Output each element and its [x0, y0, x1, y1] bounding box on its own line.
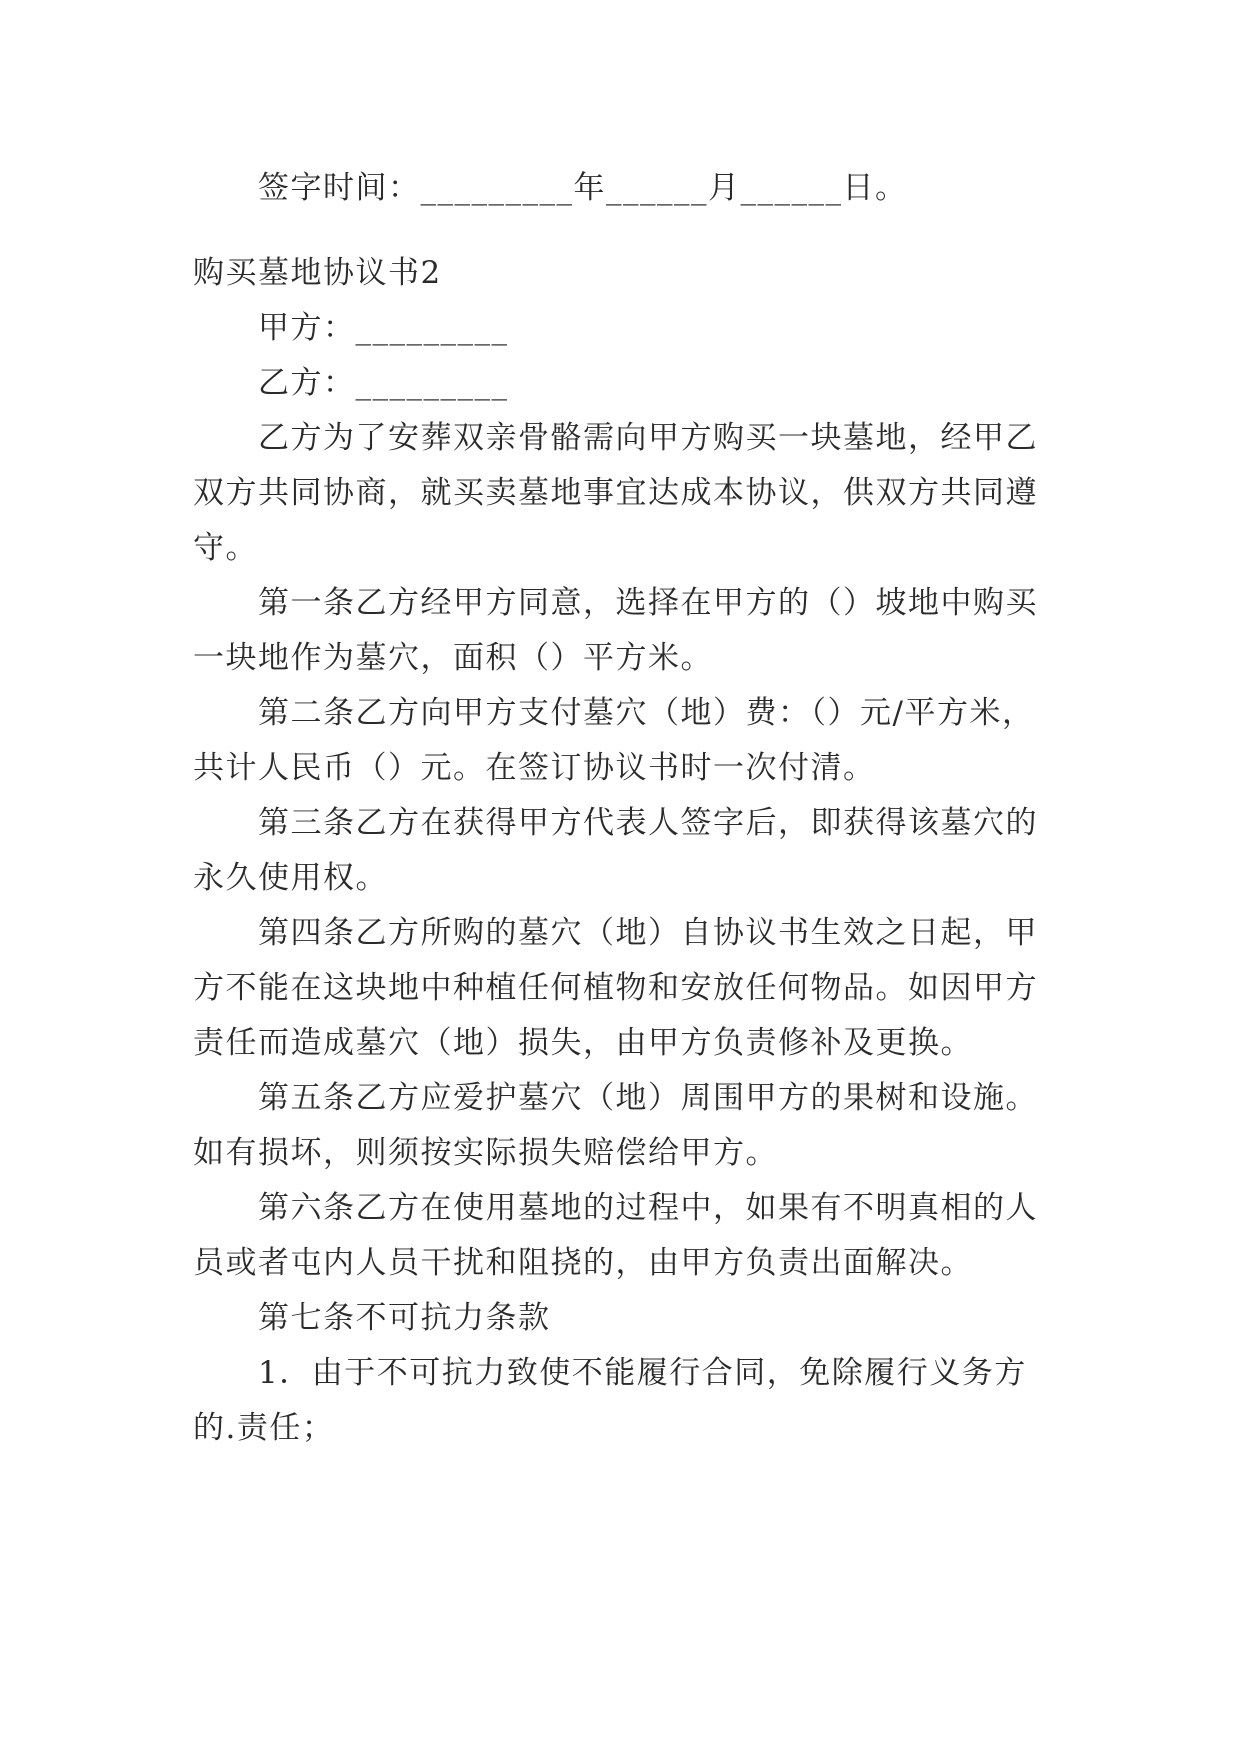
- article-5-line-1: 第五条乙方应爱护墓穴（地）周围甲方的果树和设施。: [258, 1080, 1038, 1116]
- article-2-line-1: 第二条乙方向甲方支付墓穴（地）费：（）元/平方米，: [258, 695, 1035, 731]
- article-7-item-1-line-1: 1．由于不可抗力致使不能履行合同，免除履行义务方: [258, 1355, 1027, 1391]
- article-7-heading: 第七条不可抗力条款: [258, 1300, 551, 1336]
- article-4-line-3: 责任而造成墓穴（地）损失，由甲方负责修补及更换。: [193, 1025, 973, 1061]
- article-3-line-2: 永久使用权。: [193, 860, 388, 896]
- preamble-line-1: 乙方为了安葬双亲骨骼需向甲方购买一块墓地，经甲乙: [258, 420, 1038, 456]
- article-4-line-2: 方不能在这块地中种植任何植物和安放任何物品。如因甲方: [193, 970, 1038, 1006]
- preamble-line-2: 双方共同协商，就买卖墓地事宜达成本协议，供双方共同遵: [193, 475, 1038, 511]
- article-7-item-1-line-2: 的.责任；: [193, 1410, 335, 1446]
- article-5-line-2: 如有损坏，则须按实际损失赔偿给甲方。: [193, 1135, 778, 1171]
- party-a-line: 甲方：_________: [258, 310, 509, 346]
- article-3-line-1: 第三条乙方在获得甲方代表人签字后，即获得该墓穴的: [258, 805, 1038, 841]
- article-1-line-1: 第一条乙方经甲方同意，选择在甲方的（）坡地中购买: [258, 585, 1038, 621]
- article-6-line-1: 第六条乙方在使用墓地的过程中，如果有不明真相的人: [258, 1190, 1038, 1226]
- signing-date-line: 签字时间：_________年______月______日。: [258, 170, 908, 206]
- article-1-line-2: 一块地作为墓穴，面积（）平方米。: [193, 640, 713, 676]
- party-b-line: 乙方：_________: [258, 365, 509, 401]
- agreement-title: 购买墓地协议书2: [193, 255, 442, 291]
- article-6-line-2: 员或者屯内人员干扰和阻挠的，由甲方负责出面解决。: [193, 1245, 973, 1281]
- preamble-line-3: 守。: [193, 530, 258, 566]
- article-2-line-2: 共计人民币（）元。在签订协议书时一次付清。: [193, 750, 876, 786]
- article-4-line-1: 第四条乙方所购的墓穴（地）自协议书生效之日起，甲: [258, 915, 1038, 951]
